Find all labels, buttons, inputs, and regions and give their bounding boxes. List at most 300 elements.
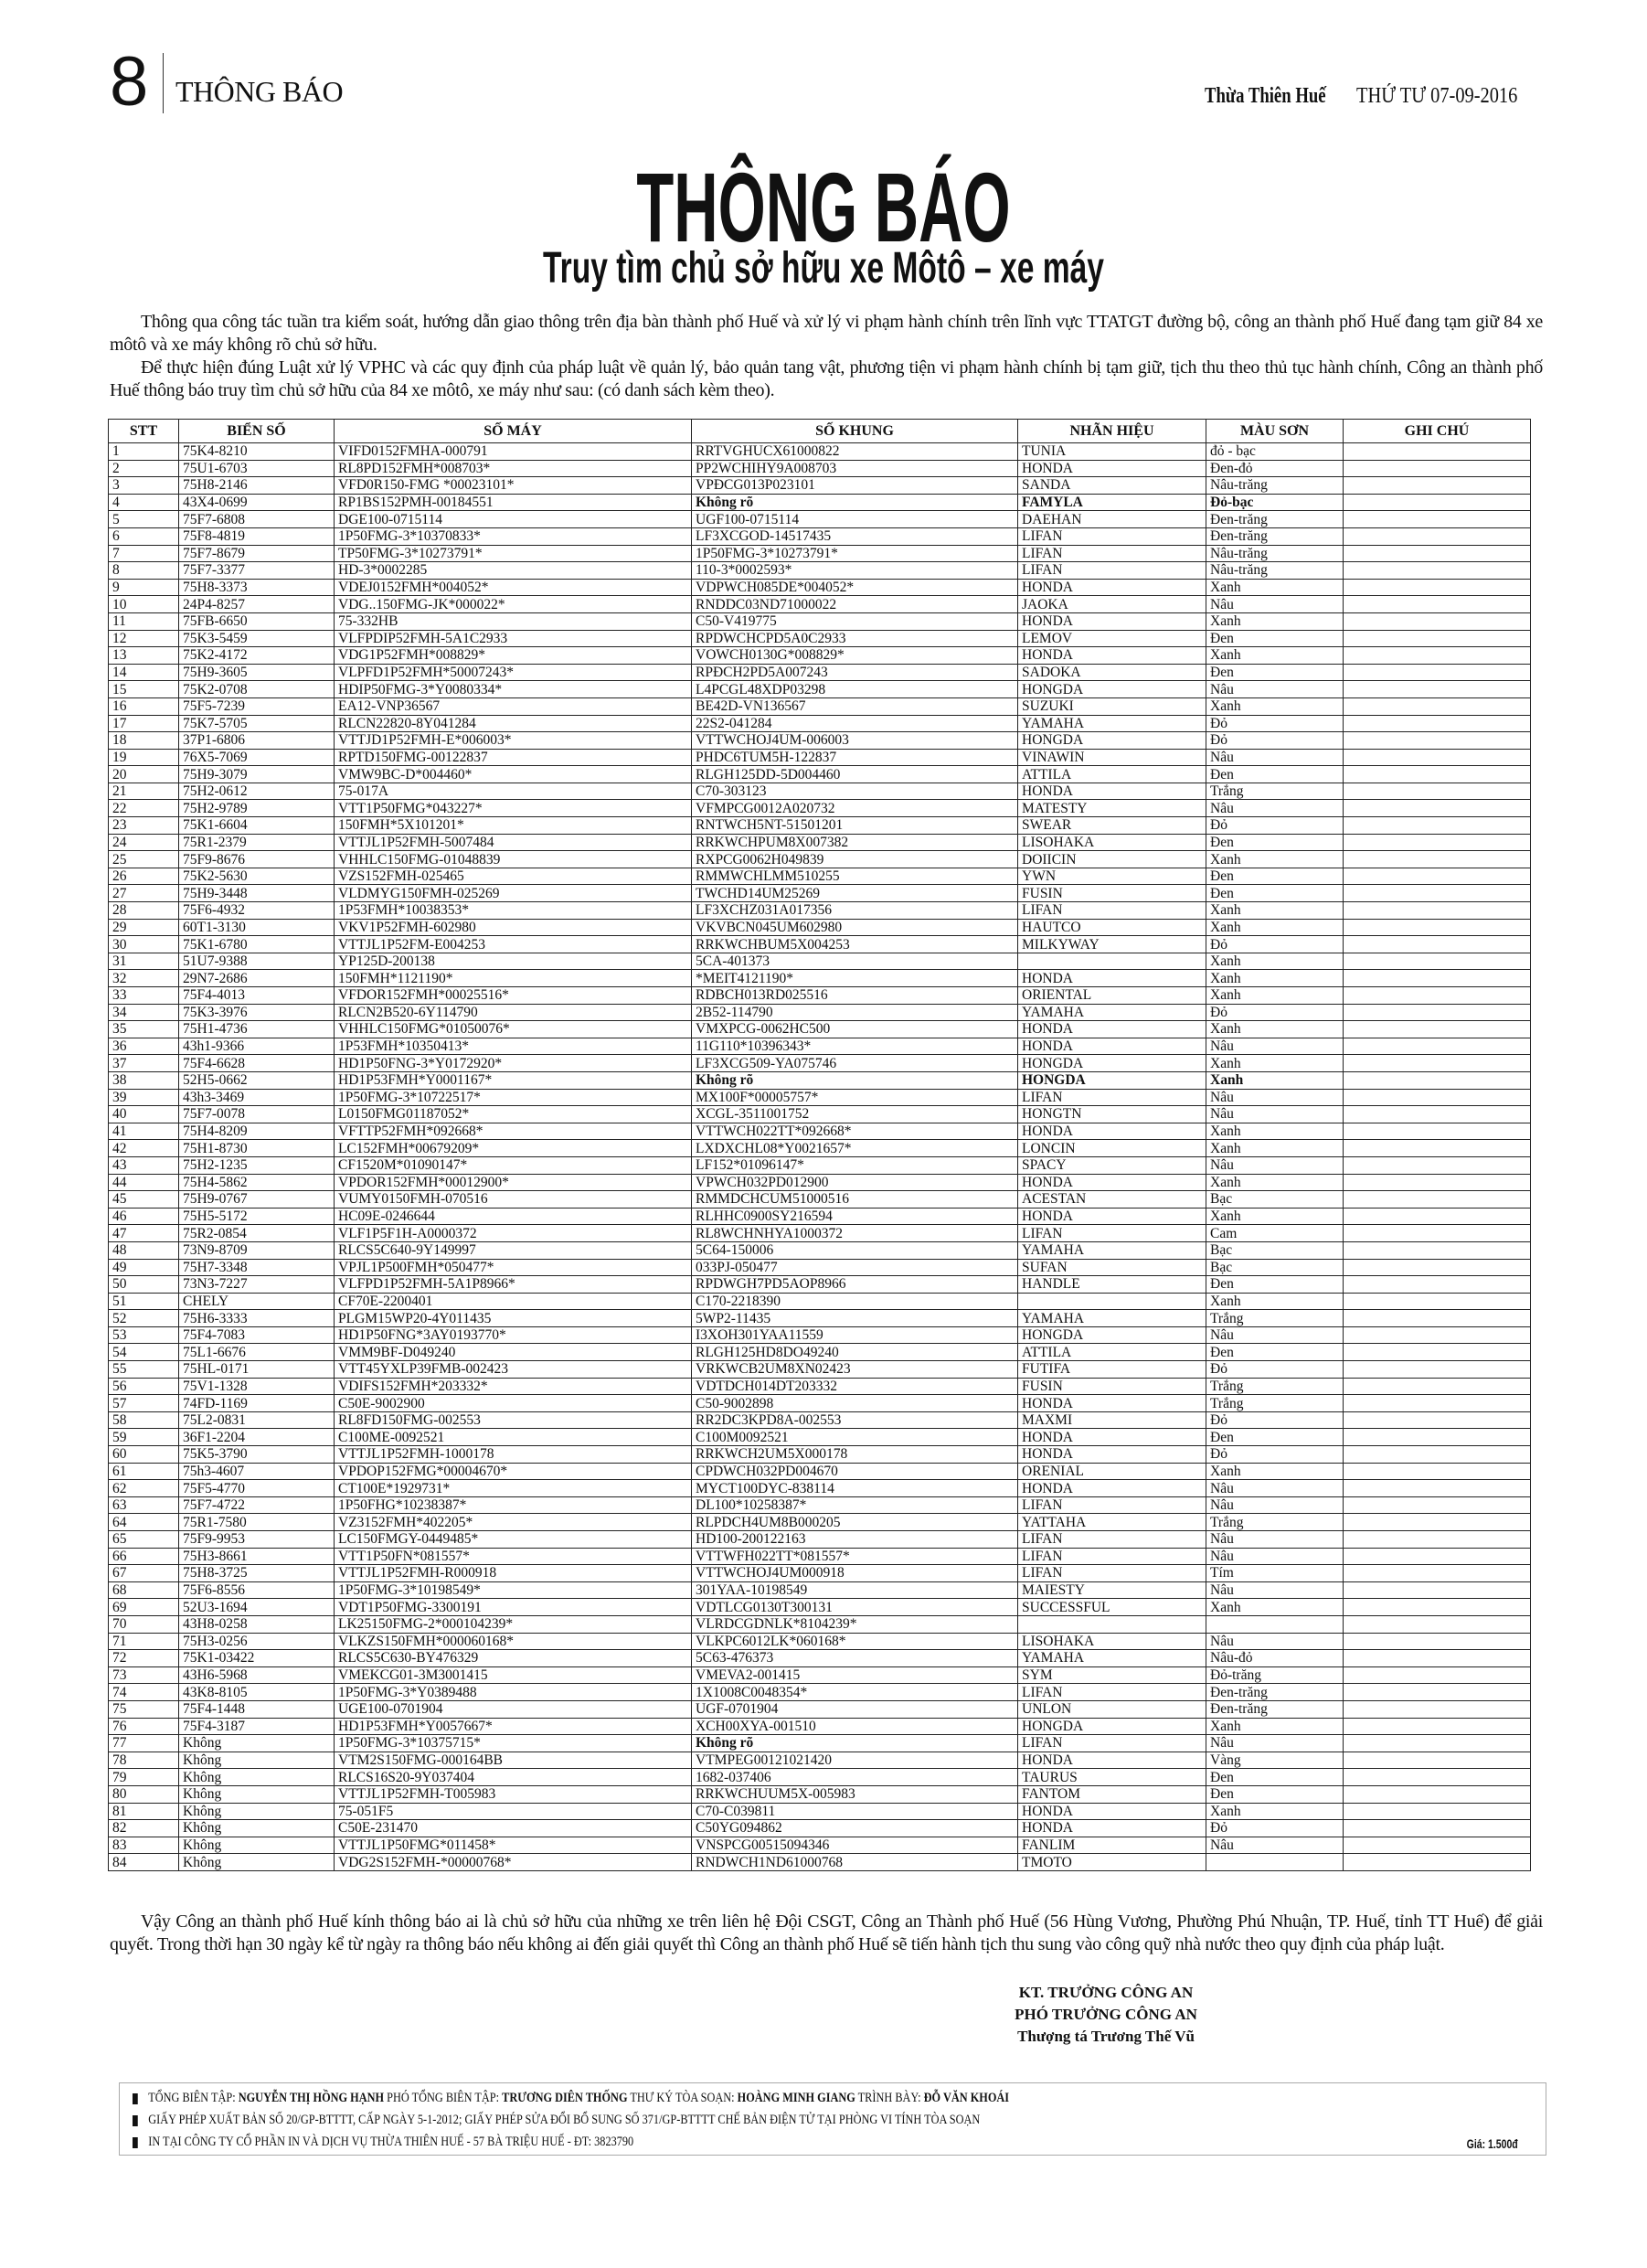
- cell-color: Xanh: [1206, 647, 1344, 665]
- imprint-license: [133, 2113, 980, 2128]
- cell-frame-number: VFMPCG0012A020732: [692, 800, 1018, 817]
- cell-color: Cam: [1206, 1225, 1344, 1242]
- cell-note: [1344, 1854, 1531, 1871]
- bullet-icon: [133, 2093, 138, 2104]
- cell-color: Đỏ: [1206, 1411, 1344, 1429]
- cell-frame-number: I3XOH301YAA11559: [692, 1326, 1018, 1344]
- table-row: [109, 1446, 1531, 1464]
- cell-note: [1344, 919, 1531, 936]
- cell-frame-number: C100M0092521: [692, 1429, 1018, 1446]
- cell-note: [1344, 494, 1531, 511]
- cell-brand: HONDA: [1018, 1174, 1206, 1191]
- cell-note: [1344, 1208, 1531, 1225]
- table-row: [109, 1395, 1531, 1412]
- cell-brand: YAMAHA: [1018, 715, 1206, 732]
- signature-name: Thượng tá Trương Thế Vũ: [1017, 2028, 1195, 2045]
- cell-color: Nâu: [1206, 749, 1344, 766]
- cell-frame-number: C70-C039811: [692, 1803, 1018, 1820]
- cell-frame-number: VDPWCH085DE*004052*: [692, 579, 1018, 596]
- cell-note: [1344, 1344, 1531, 1361]
- cell-engine-number: VHHLC150FMG-01048839: [335, 851, 692, 868]
- cell-stt: 66: [109, 1548, 179, 1565]
- table-row: [109, 1803, 1531, 1820]
- cell-stt: 71: [109, 1633, 179, 1650]
- cell-color: Xanh: [1206, 697, 1344, 715]
- table-row: [109, 1496, 1531, 1514]
- cell-stt: 4: [109, 494, 179, 511]
- table-row: [109, 1344, 1531, 1361]
- cell-plate: 75H1-8730: [179, 1140, 335, 1157]
- cell-note: [1344, 868, 1531, 885]
- cell-engine-number: VPJL1P500FMH*050477*: [335, 1259, 692, 1276]
- intro-paragraph-2: Để thực hiện đúng Luật xử lý VPHC và các quy định của pháp luật về quản lý, bảo quản tang vật, phương tiện vi phạm hành chính bị tạm giữ, tịch thu theo thủ tục hành chính, Công an thành phố Huế thông báo truy tìm chủ sở hữu của 84 xe môtô, xe máy như sau: (có danh sách kèm theo).: [110, 357, 1543, 400]
- table-row: [109, 783, 1531, 800]
- cell-brand: SYM: [1018, 1666, 1206, 1684]
- cell-frame-number: VDTDCH014DT203332: [692, 1378, 1018, 1395]
- cell-frame-number: C170-2218390: [692, 1293, 1018, 1310]
- cell-brand: LISOHAKA: [1018, 834, 1206, 851]
- cell-stt: 80: [109, 1785, 179, 1803]
- cell-engine-number: RLCS16S20-9Y037404: [335, 1769, 692, 1786]
- cell-frame-number: MYCT100DYC-838114: [692, 1480, 1018, 1497]
- cell-engine-number: CF70E-2200401: [335, 1293, 692, 1310]
- cell-engine-number: 1P53FMH*10038353*: [335, 902, 692, 920]
- cell-stt: 42: [109, 1140, 179, 1157]
- cell-note: [1344, 1293, 1531, 1310]
- cell-plate: 75H1-4736: [179, 1021, 335, 1038]
- cell-color: Đen: [1206, 1344, 1344, 1361]
- cell-frame-number: 301YAA-10198549: [692, 1581, 1018, 1599]
- table-row: [109, 1293, 1531, 1310]
- table-header-row: [109, 420, 1531, 443]
- cell-engine-number: 1P50FMG-3*Y0389488: [335, 1684, 692, 1701]
- cell-note: [1344, 664, 1531, 681]
- table-row: [109, 1599, 1531, 1616]
- cell-brand: LIFAN: [1018, 1089, 1206, 1106]
- cell-color: Xanh: [1206, 1021, 1344, 1038]
- cell-color: Đen: [1206, 1785, 1344, 1803]
- cell-frame-number: VOWCH0130G*008829*: [692, 647, 1018, 665]
- table-row: [109, 1378, 1531, 1395]
- cell-stt: 77: [109, 1735, 179, 1752]
- cell-color: Nâu: [1206, 1480, 1344, 1497]
- cell-brand: LIFAN: [1018, 902, 1206, 920]
- table-row: [109, 885, 1531, 902]
- cell-brand: TAURUS: [1018, 1769, 1206, 1786]
- cell-stt: 27: [109, 885, 179, 902]
- cell-engine-number: VUMY0150FMH-070516: [335, 1191, 692, 1209]
- cell-plate: 75H5-5172: [179, 1208, 335, 1225]
- cell-plate: 75H9-3079: [179, 766, 335, 783]
- cell-color: Xanh: [1206, 1174, 1344, 1191]
- cell-brand: LIFAN: [1018, 1531, 1206, 1549]
- cell-note: [1344, 1820, 1531, 1837]
- cell-brand: HONDA: [1018, 612, 1206, 630]
- table-row: [109, 766, 1531, 783]
- cell-note: [1344, 817, 1531, 835]
- cell-note: [1344, 681, 1531, 698]
- cell-stt: 51: [109, 1293, 179, 1310]
- cell-color: Trắng: [1206, 1378, 1344, 1395]
- cell-note: [1344, 1123, 1531, 1140]
- cell-brand: HONDA: [1018, 579, 1206, 596]
- cell-note: [1344, 1071, 1531, 1089]
- table-row: [109, 1140, 1531, 1157]
- table-row: [109, 1310, 1531, 1327]
- cell-frame-number: RLHHC0900SY216594: [692, 1208, 1018, 1225]
- cell-note: [1344, 902, 1531, 920]
- cell-engine-number: VLDMYG150FMH-025269: [335, 885, 692, 902]
- cell-stt: 83: [109, 1837, 179, 1854]
- cell-note: [1344, 1565, 1531, 1582]
- table-row: [109, 1837, 1531, 1854]
- license-text: GIẤY PHÉP XUẤT BẢN SỐ 20/GP-BTTTT, CẤP NGÀY 5-1-2012; GIẤY PHÉP SỬA ĐỔI BỔ SUNG SỐ 371/GP-BTTTT CHẾ BẢN ĐIỆN TỬ TẠI PHÒNG VI TÍNH TÒA SOẠN: [148, 2113, 981, 2127]
- cell-stt: 29: [109, 919, 179, 936]
- cell-engine-number: HD-3*0002285: [335, 562, 692, 580]
- cell-note: [1344, 1191, 1531, 1209]
- column-header-frame-number: SỐ KHUNG: [692, 420, 1018, 443]
- cell-note: [1344, 1531, 1531, 1549]
- cell-brand: HONGDA: [1018, 1326, 1206, 1344]
- cell-note: [1344, 766, 1531, 783]
- cell-note: [1344, 1599, 1531, 1616]
- cell-engine-number: VDIFS152FMH*203332*: [335, 1378, 692, 1395]
- table-row: [109, 749, 1531, 766]
- cell-engine-number: VLF1P5F1H-A0000372: [335, 1225, 692, 1242]
- cell-color: Đen-trăng: [1206, 1684, 1344, 1701]
- table-row: [109, 1463, 1531, 1480]
- cell-frame-number: RRKWCHBUM5X004253: [692, 936, 1018, 953]
- cell-stt: 46: [109, 1208, 179, 1225]
- cell-engine-number: VZS152FMH-025465: [335, 868, 692, 885]
- cell-frame-number: RMMWCHLMM510255: [692, 868, 1018, 885]
- cell-frame-number: 5CA-401373: [692, 953, 1018, 970]
- cell-engine-number: YP125D-200138: [335, 953, 692, 970]
- cell-frame-number: Không rõ: [692, 1071, 1018, 1089]
- cell-engine-number: HC09E-0246644: [335, 1208, 692, 1225]
- cell-brand: SPACY: [1018, 1156, 1206, 1174]
- cell-engine-number: HD1P50FNG-3*Y0172920*: [335, 1055, 692, 1072]
- cell-frame-number: RPDWGH7PD5AOP8966: [692, 1276, 1018, 1294]
- cell-note: [1344, 1496, 1531, 1514]
- cell-stt: 39: [109, 1089, 179, 1106]
- cell-engine-number: PLGM15WP20-4Y011435: [335, 1310, 692, 1327]
- cell-engine-number: VTTJL1P52FM-E004253: [335, 936, 692, 953]
- cell-stt: 20: [109, 766, 179, 783]
- cell-engine-number: VTTJL1P52FMH-1000178: [335, 1446, 692, 1464]
- cell-plate: 43H8-0258: [179, 1615, 335, 1633]
- cell-plate: 75H9-3605: [179, 664, 335, 681]
- cell-plate: 52U3-1694: [179, 1599, 335, 1616]
- cell-frame-number: C50YG094862: [692, 1820, 1018, 1837]
- cell-brand: SUZUKI: [1018, 697, 1206, 715]
- cell-note: [1344, 1752, 1531, 1769]
- cell-frame-number: 5C64-150006: [692, 1241, 1018, 1259]
- cell-frame-number: RNTWCH5NT-51501201: [692, 817, 1018, 835]
- cell-plate: 75H8-3373: [179, 579, 335, 596]
- cell-stt: 79: [109, 1769, 179, 1786]
- cell-plate: 75F4-7083: [179, 1326, 335, 1344]
- cell-plate: 75R1-2379: [179, 834, 335, 851]
- cell-brand: HONDA: [1018, 1038, 1206, 1055]
- cell-color: Xanh: [1206, 1140, 1344, 1157]
- cell-engine-number: RLCS5C630-BY476329: [335, 1650, 692, 1667]
- cell-plate: Không: [179, 1735, 335, 1752]
- cell-note: [1344, 1021, 1531, 1038]
- cell-brand: ACESTAN: [1018, 1191, 1206, 1209]
- table-row: [109, 460, 1531, 477]
- cell-color: Đen-trăng: [1206, 511, 1344, 528]
- cell-plate: 75K1-6604: [179, 817, 335, 835]
- cell-note: [1344, 1326, 1531, 1344]
- table-row: [109, 1633, 1531, 1650]
- label: TỔNG BIÊN TẬP:: [148, 2091, 239, 2105]
- cell-plate: CHELY: [179, 1293, 335, 1310]
- cell-engine-number: 75-017A: [335, 783, 692, 800]
- cell-stt: 28: [109, 902, 179, 920]
- cell-frame-number: VTMPEG00121021420: [692, 1752, 1018, 1769]
- cell-engine-number: L0150FMG01187052*: [335, 1106, 692, 1123]
- cell-stt: 31: [109, 953, 179, 970]
- cell-note: [1344, 1684, 1531, 1701]
- table-row: [109, 1241, 1531, 1259]
- cell-plate: 75H8-3725: [179, 1565, 335, 1582]
- cell-brand: YAMAHA: [1018, 1650, 1206, 1667]
- cell-note: [1344, 460, 1531, 477]
- table-row: [109, 1123, 1531, 1140]
- table-row: [109, 562, 1531, 580]
- label: PHÓ TỔNG BIÊN TẬP:: [384, 2091, 503, 2105]
- secretary: HOÀNG MINH GIANG: [737, 2091, 855, 2105]
- cell-color: Xanh: [1206, 851, 1344, 868]
- cell-engine-number: HD1P50FNG*3AY0193770*: [335, 1326, 692, 1344]
- cell-note: [1344, 1411, 1531, 1429]
- cell-stt: 65: [109, 1531, 179, 1549]
- cell-color: Xanh: [1206, 1071, 1344, 1089]
- cell-plate: 75F9-8676: [179, 851, 335, 868]
- cell-note: [1344, 1310, 1531, 1327]
- cell-color: Bạc: [1206, 1191, 1344, 1209]
- cell-frame-number: 1682-037406: [692, 1769, 1018, 1786]
- cell-plate: 75F7-0078: [179, 1106, 335, 1123]
- table-row: [109, 1276, 1531, 1294]
- cell-plate: 75F4-1448: [179, 1700, 335, 1718]
- cell-color: Đen-trăng: [1206, 527, 1344, 545]
- cell-color: Xanh: [1206, 919, 1344, 936]
- bullet-icon: [133, 2115, 138, 2126]
- cell-color: Đỏ: [1206, 1820, 1344, 1837]
- cell-stt: 11: [109, 612, 179, 630]
- cell-frame-number: VMEVA2-001415: [692, 1666, 1018, 1684]
- cell-stt: 49: [109, 1259, 179, 1276]
- cell-brand: HONDA: [1018, 1820, 1206, 1837]
- cell-stt: 3: [109, 477, 179, 495]
- cell-brand: HONGDA: [1018, 1055, 1206, 1072]
- table-row: [109, 612, 1531, 630]
- cell-brand: LIFAN: [1018, 1565, 1206, 1582]
- cell-note: [1344, 1650, 1531, 1667]
- table-row: [109, 1752, 1531, 1769]
- cell-engine-number: VTTJL1P50FMG*011458*: [335, 1837, 692, 1854]
- cell-frame-number: VTTWCHOJ4UM-006003: [692, 732, 1018, 750]
- cell-engine-number: VTT45YXLP39FMB-002423: [335, 1361, 692, 1379]
- cell-engine-number: VHHLC150FMG*01050076*: [335, 1021, 692, 1038]
- cell-stt: 41: [109, 1123, 179, 1140]
- cell-frame-number: RMMDCHCUM51000516: [692, 1191, 1018, 1209]
- cell-color: đỏ - bạc: [1206, 443, 1344, 461]
- cell-frame-number: VDTLCG0130T300131: [692, 1599, 1018, 1616]
- cell-color: Đỏ-bạc: [1206, 494, 1344, 511]
- cell-stt: 21: [109, 783, 179, 800]
- cell-frame-number: C70-303123: [692, 783, 1018, 800]
- cell-note: [1344, 1666, 1531, 1684]
- cell-brand: HANDLE: [1018, 1276, 1206, 1294]
- cell-engine-number: VLFPDIP52FMH-5A1C2933: [335, 630, 692, 647]
- layout-designer: ĐỖ VĂN KHOÁI: [923, 2091, 1010, 2105]
- cell-stt: 33: [109, 987, 179, 1005]
- table-row: [109, 1208, 1531, 1225]
- table-row: [109, 732, 1531, 750]
- cell-plate: 75K7-5705: [179, 715, 335, 732]
- cell-color: Nâu-trăng: [1206, 545, 1344, 562]
- cell-plate: 75F5-4770: [179, 1480, 335, 1497]
- cell-frame-number: VPWCH032PD012900: [692, 1174, 1018, 1191]
- table-row: [109, 443, 1531, 461]
- cell-brand: MAXMI: [1018, 1411, 1206, 1429]
- table-row: [109, 1259, 1531, 1276]
- cell-brand: LIFAN: [1018, 1548, 1206, 1565]
- cell-plate: 75H2-0612: [179, 783, 335, 800]
- column-header-plate: BIỂN SỐ: [179, 420, 335, 443]
- cell-brand: HONGDA: [1018, 681, 1206, 698]
- cell-brand: FUSIN: [1018, 885, 1206, 902]
- column-header-engine-number: SỐ MÁY: [335, 420, 692, 443]
- cell-brand: DAEHAN: [1018, 511, 1206, 528]
- cell-frame-number: VTTWCH022TT*092668*: [692, 1123, 1018, 1140]
- cell-frame-number: Không rõ: [692, 494, 1018, 511]
- cell-note: [1344, 1174, 1531, 1191]
- notice-subtitle: Truy tìm chủ sở hữu xe Môtô – xe máy: [543, 244, 1104, 293]
- cell-stt: 12: [109, 630, 179, 647]
- cell-plate: 75F4-6628: [179, 1055, 335, 1072]
- cell-stt: 54: [109, 1344, 179, 1361]
- cell-plate: 75R1-7580: [179, 1514, 335, 1531]
- cell-color: Đen: [1206, 630, 1344, 647]
- table-row: [109, 1225, 1531, 1242]
- cell-engine-number: VDG2S152FMH-*00000768*: [335, 1854, 692, 1871]
- newspaper-name: Thừa Thiên Huế: [1205, 84, 1326, 108]
- cell-engine-number: RLCN2B520-6Y114790: [335, 1004, 692, 1021]
- cell-engine-number: DGE100-0715114: [335, 511, 692, 528]
- section-title: THÔNG BÁO: [175, 75, 344, 108]
- column-header-stt: STT: [109, 420, 179, 443]
- cell-note: [1344, 1106, 1531, 1123]
- cell-color: Bạc: [1206, 1241, 1344, 1259]
- table-row: [109, 800, 1531, 817]
- cell-note: [1344, 1785, 1531, 1803]
- cell-color: Trắng: [1206, 1395, 1344, 1412]
- cell-color: Đỏ: [1206, 936, 1344, 953]
- cell-frame-number: RR2DC3KPD8A-002553: [692, 1411, 1018, 1429]
- cell-plate: 75K1-6780: [179, 936, 335, 953]
- cell-stt: 61: [109, 1463, 179, 1480]
- cell-color: Đen: [1206, 834, 1344, 851]
- cell-note: [1344, 1140, 1531, 1157]
- cell-color: Tím: [1206, 1565, 1344, 1582]
- cell-color: Nâu: [1206, 1531, 1344, 1549]
- cell-plate: 75K2-4172: [179, 647, 335, 665]
- cell-engine-number: EA12-VNP36567: [335, 697, 692, 715]
- cell-plate: 36F1-2204: [179, 1429, 335, 1446]
- cell-engine-number: VLFPD1P52FMH-5A1P8966*: [335, 1276, 692, 1294]
- cell-color: Trắng: [1206, 1310, 1344, 1327]
- cell-brand: HONDA: [1018, 1429, 1206, 1446]
- cell-plate: 24P4-8257: [179, 596, 335, 613]
- cell-stt: 84: [109, 1854, 179, 1871]
- cell-color: Đen: [1206, 664, 1344, 681]
- table-row: [109, 1174, 1531, 1191]
- cell-color: Xanh: [1206, 1599, 1344, 1616]
- cell-stt: 18: [109, 732, 179, 750]
- cell-frame-number: 5WP2-11435: [692, 1310, 1018, 1327]
- table-row: [109, 1055, 1531, 1072]
- cell-color: Nâu: [1206, 1633, 1344, 1650]
- cell-note: [1344, 885, 1531, 902]
- cell-brand: HONDA: [1018, 1803, 1206, 1820]
- cell-stt: 70: [109, 1615, 179, 1633]
- cell-color: Bạc: [1206, 1259, 1344, 1276]
- cell-plate: 51U7-9388: [179, 953, 335, 970]
- cell-note: [1344, 1446, 1531, 1464]
- cell-frame-number: L4PCGL48XDP03298: [692, 681, 1018, 698]
- cell-note: [1344, 1615, 1531, 1633]
- cell-frame-number: PP2WCHIHY9A008703: [692, 460, 1018, 477]
- cell-brand: YAMAHA: [1018, 1310, 1206, 1327]
- cell-frame-number: RPDWCHCPD5A0C2933: [692, 630, 1018, 647]
- table-row: [109, 715, 1531, 732]
- cell-brand: HONDA: [1018, 1208, 1206, 1225]
- closing-paragraph: Vậy Công an thành phố Huế kính thông báo ai là chủ sở hữu của những xe trên liên hệ Đội CSGT, Công an Thành phố Huế (56 Hùng Vương, Phường Phú Nhuận, TP. Huế, tỉnh TT Huế) để giải quyết. Trong thời hạn 30 ngày kể từ ngày ra thông báo nếu không ai đến giải quyết thì Công an thành phố Huế sẽ tiến hành tịch thu sung vào công quỹ nhà nước theo quy định của pháp luật.: [110, 1911, 1543, 1954]
- cell-stt: 59: [109, 1429, 179, 1446]
- cell-engine-number: 150FMH*5X101201*: [335, 817, 692, 835]
- cell-stt: 56: [109, 1378, 179, 1395]
- cell-engine-number: C50E-9002900: [335, 1395, 692, 1412]
- cell-engine-number: VMM9BF-D049240: [335, 1344, 692, 1361]
- cell-brand: HONDA: [1018, 1021, 1206, 1038]
- cell-color: Nâu: [1206, 1326, 1344, 1344]
- cell-plate: Không: [179, 1769, 335, 1786]
- cell-engine-number: VFDOR152FMH*00025516*: [335, 987, 692, 1005]
- cell-frame-number: 033PJ-050477: [692, 1259, 1018, 1276]
- cell-note: [1344, 1156, 1531, 1174]
- cell-frame-number: MX100F*00005757*: [692, 1089, 1018, 1106]
- cell-color: Xanh: [1206, 579, 1344, 596]
- cell-note: [1344, 1700, 1531, 1718]
- cell-plate: Không: [179, 1837, 335, 1854]
- cell-stt: 13: [109, 647, 179, 665]
- table-row: [109, 1684, 1531, 1701]
- cell-stt: 40: [109, 1106, 179, 1123]
- cell-stt: 67: [109, 1565, 179, 1582]
- cell-plate: 75F5-7239: [179, 697, 335, 715]
- cell-plate: 75H6-3333: [179, 1310, 335, 1327]
- cell-engine-number: VTTJD1P52FMH-E*006003*: [335, 732, 692, 750]
- cell-plate: 75K1-03422: [179, 1650, 335, 1667]
- cell-brand: LIFAN: [1018, 1225, 1206, 1242]
- cell-color: Đen-đỏ: [1206, 460, 1344, 477]
- cell-note: [1344, 1276, 1531, 1294]
- label: TRÌNH BÀY:: [855, 2091, 924, 2105]
